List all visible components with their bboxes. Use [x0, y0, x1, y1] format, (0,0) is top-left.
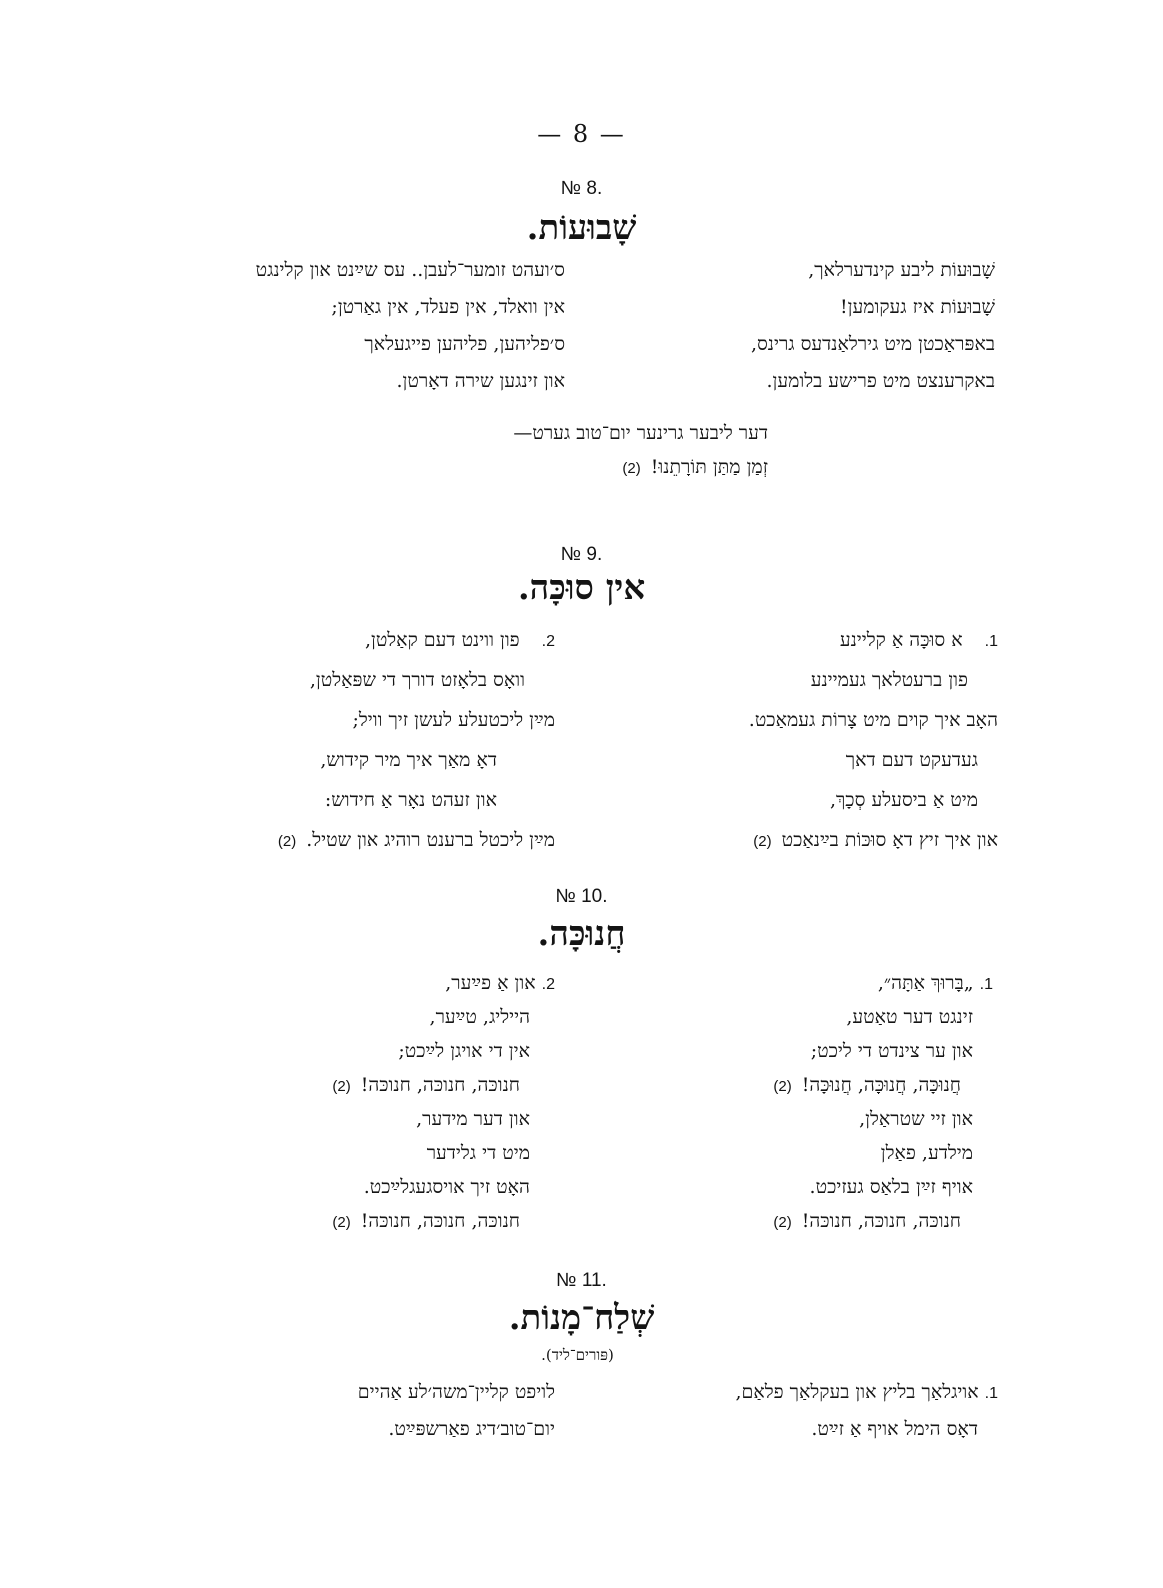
verse-line: אין די אויגן לײַכט; [398, 1040, 530, 1062]
song-9-title: אין סוּכָּה. [517, 568, 646, 608]
verse-number: 1. [984, 1385, 998, 1402]
verse-line: דאָס הימל אויף אַ זײַט. [811, 1418, 978, 1440]
verse-line: 2.און אַ פײַער, [445, 972, 555, 994]
verse-line: שָׁבוּעוֹת ליבע קינדערלאך, [808, 259, 995, 281]
verse-line: דאָ מאַך איך מיר קידוש, [320, 749, 497, 771]
verse-line: מײַן ליכטל ברענט רוהיג און שטיל.(2) [277, 829, 555, 851]
song-9-left-column [278, 620, 555, 860]
page-number: — 8 — [537, 120, 626, 148]
song-11-title: שְׁלַח־מָנוֹת. [508, 1298, 655, 1338]
verse-line: חנוכּה, חנוכּה, חנוכּה!(2) [332, 1210, 520, 1232]
chorus-line: דער ליבער גרינער יום־טוב גערט— [513, 422, 768, 444]
verse-number: 1. [984, 633, 998, 650]
song-10-right-column [773, 966, 993, 1238]
verse-line: האָב איך קוים מיט צָרוֹת געמאַכט. [748, 709, 998, 731]
verse-line: באפּראַכטן מיט גירלאַנדעס גרינס, [750, 333, 995, 355]
song-9-number: № 9. [560, 544, 603, 565]
verse-line: חנוכּה, חנוכּה, חנוכּה!(2) [332, 1074, 520, 1096]
verse-line: 2.פון ווינט דעם קאַלטן, [364, 629, 555, 651]
verse-line: 1.„בָּרוּךְ אַתָּה״, [877, 972, 993, 994]
verse-line: הייליג, טײַער, [429, 1006, 530, 1028]
song-8-right-column [751, 252, 995, 400]
song-10-number: № 10. [555, 886, 608, 907]
verse-number: 2. [541, 976, 555, 993]
song-8-title: שָׁבוּעוֹת. [526, 208, 637, 248]
song-11-subtitle: (פּורים־ליד). [541, 1346, 614, 1364]
song-9-right-column [749, 620, 998, 860]
verse-line: און איך זיץ דאָ סוּכּוֹת בײַנאַכט(2) [753, 829, 998, 851]
repeat-mark: (2) [773, 1214, 792, 1231]
verse-line: און ער צינדט די ליכט; [810, 1040, 973, 1062]
repeat-mark: (2) [332, 1214, 351, 1231]
verse-number: 2. [541, 633, 555, 650]
verse-line: און זיי שטראַלן, [859, 1108, 973, 1130]
verse-line: 1.אויגלאַך בליץ און בעקלאַך פלאַם, [735, 1381, 998, 1403]
verse-line: חֲנוּכָּה, חֲנוּכָּה, חֲנוּכָּה!(2) [773, 1074, 961, 1096]
verse-line: ס׳ועהט זומער־לעבן.. עס שײַנט און קלינגט [255, 259, 565, 281]
repeat-mark: (2) [277, 833, 297, 850]
song-11-left-column [358, 1374, 555, 1448]
song-10-left-column [332, 966, 555, 1238]
verse-line: 1.א סוּכָּה אַ קליינע [839, 629, 998, 651]
repeat-mark: (2) [622, 460, 641, 477]
verse-line: און דער מידער, [416, 1108, 530, 1130]
verse-line: מײַן ליכטעלע לעשן זיך וויל; [352, 709, 555, 731]
verse-line: חנוכּה, חנוכּה, חנוכּה!(2) [773, 1210, 961, 1232]
verse-line: לויפט קליין־משה׳לע אַהיים [357, 1381, 555, 1403]
song-11-number: № 11. [556, 1270, 607, 1291]
verse-line: מילדע, פאַלן [880, 1142, 973, 1164]
verse-line: שָׁבוּעוֹת איז געקומען! [840, 296, 995, 318]
repeat-mark: (2) [332, 1078, 351, 1095]
song-8-left-column [256, 252, 565, 400]
verse-line: געדעקט דעם דאך [845, 749, 978, 771]
repeat-mark: (2) [753, 833, 772, 850]
chorus-line: זְמַן מַתַּן תּוֹרָתֵנוּ!(2) [622, 456, 768, 478]
verse-line: אויף זײַן בלאַס געזיכט. [809, 1176, 973, 1198]
verse-line: באקרענצט מיט פרישע בלומען. [766, 370, 995, 392]
verse-line: יום־טוב׳דיג פאַרשפּײַט. [388, 1418, 555, 1440]
song-10-title: חֲנוּכָּה. [537, 914, 626, 954]
verse-line: פון ברעטלאך געמיינע [810, 669, 968, 691]
verse-line: מיט די גלידער [426, 1142, 530, 1164]
verse-line: און זינגען שירה דאָרטן. [396, 370, 565, 392]
verse-line: זינגט דער טאַטע, [846, 1006, 973, 1028]
song-8-chorus [513, 416, 768, 484]
song-11-right-column [735, 1374, 998, 1448]
verse-line: וואָס בלאָזט דורך די שפּאַלטן, [309, 669, 525, 691]
verse-line: ס׳פליהען, פליהען פייגעלאך [364, 333, 565, 355]
verse-line: מיט אַ ביסעלע סְכָךְ, [829, 789, 978, 811]
repeat-mark: (2) [773, 1078, 792, 1095]
verse-number: 1. [979, 976, 993, 993]
verse-line: האָט זיך אויסגעגלײַכט. [363, 1176, 530, 1198]
verse-line: אין וואלד, אין פעלד, אין גאַרטן; [331, 296, 565, 318]
verse-line: און זעהט נאָר אַ חידוש: [324, 789, 497, 811]
song-8-number: № 8. [560, 178, 603, 199]
